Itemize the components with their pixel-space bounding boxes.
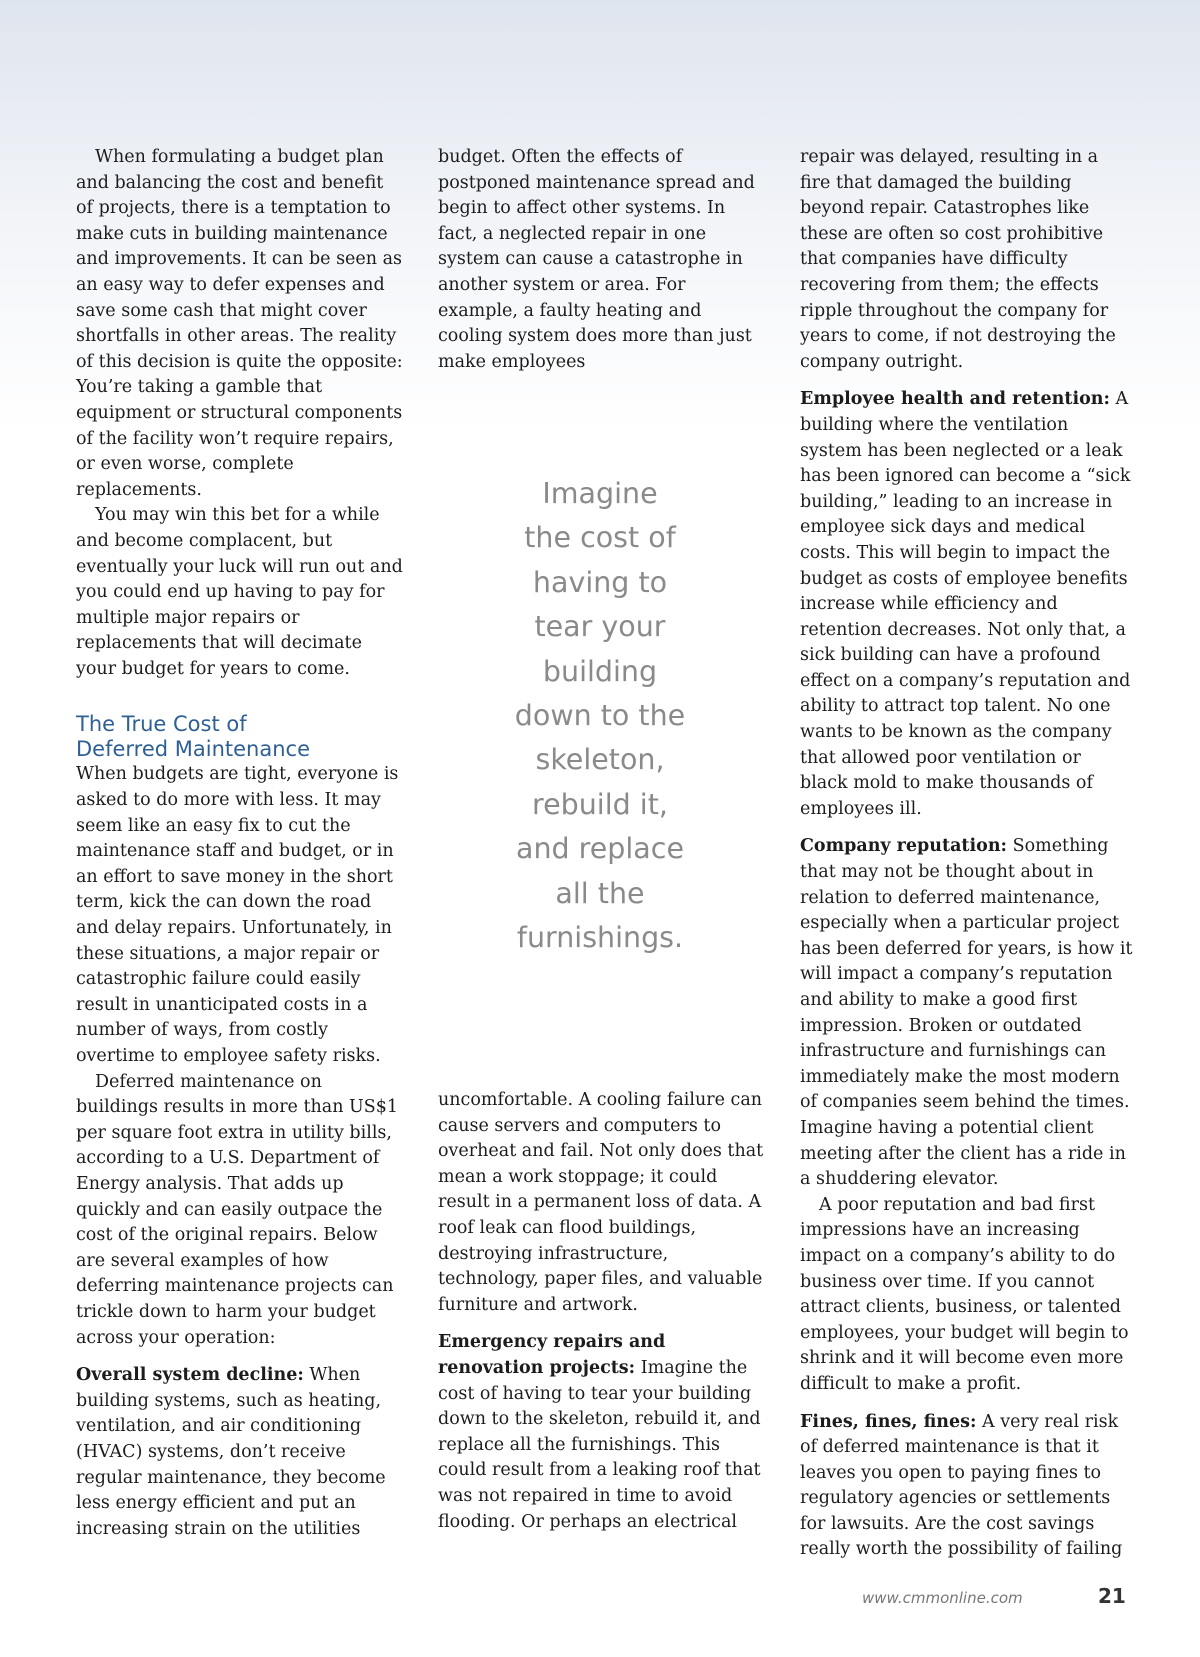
pull-quote-line: having to bbox=[532, 565, 668, 599]
pull-quote-line: rebuild it, bbox=[532, 787, 668, 821]
body-paragraph: When budgets are tight, everyone is asked to do more with less. It may seem like an easy fix to cut the maintenance staff and budget, or in an effort to save money in the short term, kick the can down the road and delay repairs. Unfortunately, in these situations, a major repair or catastrophic failure could easily result in unanticipated costs in a number of ways, from costly overtime to employee safety risks. bbox=[76, 764, 399, 1066]
pull-quote-line: down to the bbox=[514, 699, 686, 733]
body-paragraph: When formulating a budget plan and balancing the cost and benefit of projects, there is a temptation to make cuts in building maintenance and improvements. It can be seen as an easy way to defer expenses and save some cash that might cover shortfalls in other areas. The reality of this decision is quite the opposite: You’re taking a gamble that equipment or structural components of the facility won’t require repairs, or even worse, complete replacements. bbox=[76, 147, 403, 500]
body-paragraph bbox=[438, 1330, 766, 1535]
paragraph-text: A building where the ventilation system has been neglected or a leak has been ignored can become a “sick building,” leading to an increase in employee sick days and medical costs. This will begin to impact the budget as costs of employee benefits increase while efficiency and retention decreases. Not only that, a sick building can have a profound effect on a company’s reputation and ability to attract top talent. No one wants to be known as the company that allowed poor ventilation or black mold to make thousands of employees ill. bbox=[800, 389, 1131, 819]
pull-quote-line: skeleton, bbox=[535, 743, 665, 777]
footer-url: www.cmmonline.com bbox=[862, 1589, 1023, 1607]
paragraph-text: A very real risk of deferred maintenance is that it leaves you open to paying fines to regulatory agencies or settlements for lawsuits. Are the cost savings really worth the possibility of failing bbox=[800, 1411, 1123, 1560]
paragraph-lead: Fines, fines, fines: bbox=[800, 1411, 977, 1432]
page-number: 21 bbox=[1098, 1584, 1126, 1608]
pull-quote-line: the cost of bbox=[524, 521, 676, 555]
body-paragraph: Deferred maintenance on buildings results in more than US$1 per square foot extra in utility bills, according to a U.S. Department of Energy analysis. That adds up quickly and can easily outpace the cost of the original repairs. Below are several examples of how deferring maintenance projects can trickle down to harm your budget across your operation: bbox=[76, 1071, 399, 1348]
paragraph-lead: Overall system decline: bbox=[76, 1365, 304, 1386]
pull-quote-line: building bbox=[542, 654, 658, 688]
article-column-3 bbox=[800, 145, 1134, 1563]
paragraph-lead: Emergency repairs and renovation projects: bbox=[438, 1332, 666, 1378]
body-paragraph: uncomfortable. A cooling failure can cause servers and computers to overheat and fail. Not only does that mean a work stoppage; it could result in a permanent loss of data. A roof leak can flood buildings, destroying infrastructure, technology, paper files, and valuable furniture and artwork. bbox=[438, 1090, 764, 1315]
pull-quote-line: tear your bbox=[534, 610, 666, 644]
body-paragraph bbox=[800, 1410, 1134, 1564]
body-paragraph bbox=[800, 834, 1134, 1192]
pull-quote-line: furnishings. bbox=[516, 921, 684, 955]
paragraph-text: Something that may not be thought about in relation to deferred maintenance, especially when a particular project has been deferred for years, is how it will impact a company’s reputation and ability to make a good first impression. Broken or outdated infrastructure and furnishings can immediately make the most modern of companies seem behind the times. Imagine having a potential client meeting after the client has a ride in a shuddering elevator. bbox=[800, 836, 1133, 1190]
article-column-1 bbox=[76, 145, 404, 1542]
body-paragraph: You may win this bet for a while and become complacent, but eventually your luck will run out and you could end up having to pay for multiple major repairs or replacements that will decimate your budget for years to come. bbox=[76, 505, 403, 679]
article-column-2-bottom bbox=[438, 1088, 766, 1535]
paragraph-text: When building systems, such as heating, ventilation, and air conditioning (HVAC) systems, don’t receive regular maintenance, they become less energy efficient and put an increasing strain on the utilities bbox=[76, 1365, 386, 1539]
paragraph-text: Imagine the cost of having to tear your building down to the skeleton, rebuild it, and replace all the furnishings. This could result from a leaking roof that was not repaired in time to avoid flooding. Or perhaps an electrical bbox=[438, 1357, 761, 1532]
article-column-2-top bbox=[438, 145, 766, 375]
body-paragraph: budget. Often the effects of postponed maintenance spread and begin to affect other systems. In fact, a neglected repair in one system can cause a catastrophe in another system or area. For example, a faulty heating and cooling system does more than just make employees bbox=[438, 147, 755, 372]
pull-quote-line: Imagine bbox=[542, 477, 658, 510]
body-paragraph bbox=[800, 387, 1134, 822]
paragraph-lead: Employee health and retention: bbox=[800, 389, 1110, 410]
section-heading-line: The True Cost of bbox=[76, 712, 247, 737]
section-heading bbox=[76, 712, 404, 762]
body-paragraph: A poor reputation and bad first impressions have an increasing impact on a company’s ability to do business over time. If you cannot attract clients, business, or talented employees, your budget will begin to shrink and it will become even more difficult to make a profit. bbox=[800, 1194, 1129, 1394]
paragraph-lead: Company reputation: bbox=[800, 836, 1008, 857]
section-heading-line: Deferred Maintenance bbox=[76, 737, 311, 762]
pull-quote-line: all the bbox=[555, 876, 645, 910]
pull-quote-line: and replace bbox=[516, 832, 684, 866]
body-paragraph: repair was delayed, resulting in a fire that damaged the building beyond repair. Catastrophes like these are often so cost prohibitive that companies have difficulty recovering from them; the effects ripple throughout the company for years to come, if not destroying the company outright. bbox=[800, 147, 1116, 372]
body-paragraph bbox=[76, 1363, 404, 1542]
pull-quote bbox=[470, 472, 730, 960]
